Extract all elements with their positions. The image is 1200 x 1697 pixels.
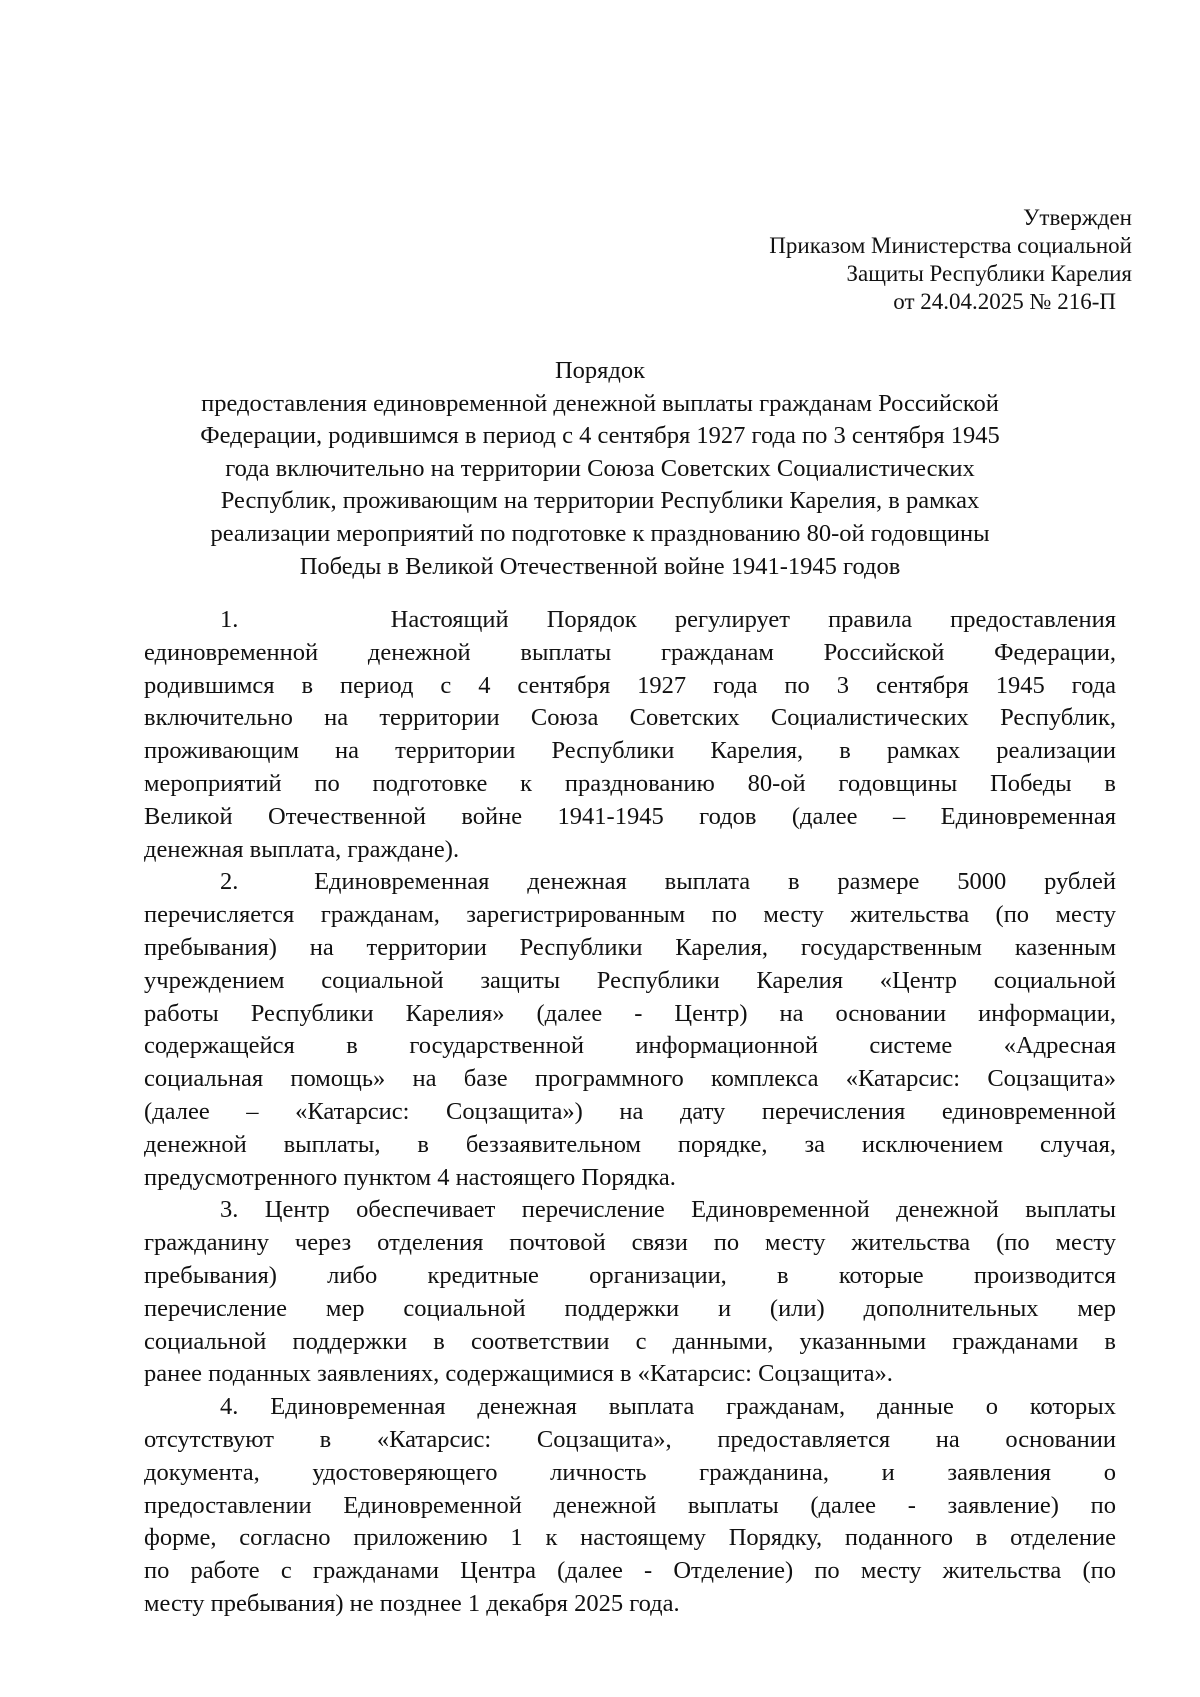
paragraph-2-line: предусмотренного пунктом 4 настоящего Порядка.: [144, 1163, 676, 1191]
title-line: предоставления единовременной денежной выплаты гражданам Российской: [201, 389, 999, 417]
approval-line-approved: Утвержден: [1023, 205, 1132, 230]
title-line: Федерации, родившимся в период с 4 сентября 1927 года по 3 сентября 1945: [200, 422, 1000, 450]
paragraph-1-line: родившимся в период с 4 сентября 1927 года по 3 сентября 1945 года: [144, 671, 1116, 699]
paragraph-1-line: проживающим на территории Республики Карелия, в рамках реализации: [144, 737, 1116, 765]
paragraph-2-line: содержащейся в государственной информационной системе «Адресная: [144, 1032, 1116, 1060]
paragraph-3-line: социальной поддержки в соответствии с данными, указанными гражданами в: [144, 1327, 1116, 1355]
approval-line-date-number: от 24.04.2025 № 216-П: [893, 289, 1116, 314]
paragraph-1-line: денежная выплата, граждане).: [144, 835, 460, 863]
paragraph-4-line: по работе с гражданами Центра (далее - Отделение) по месту жительства (по: [144, 1557, 1116, 1585]
paragraph-1-line: мероприятий по подготовке к празднованию 80-ой годовщины Победы в: [144, 769, 1116, 797]
paragraph-4-line: документа, удостоверяющего личность гражданина, и заявления о: [144, 1458, 1116, 1486]
paragraph-4-line: месту пребывания) не позднее 1 декабря 2025 года.: [144, 1589, 680, 1617]
paragraph-3-line: пребывания) либо кредитные организации, в которые производится: [144, 1261, 1116, 1289]
paragraph-2-line: (далее – «Катарсис: Соцзащита») на дату перечисления единовременной: [144, 1097, 1116, 1125]
paragraph-3-line: перечисление мер социальной поддержки и (или) дополнительных мер: [144, 1294, 1116, 1322]
title-line: Победы в Великой Отечественной войне 1941-1945 годов: [299, 552, 901, 580]
document-title: [160, 355, 1040, 583]
paragraph-1-line: единовременной денежной выплаты гражданам Российской Федерации,: [144, 638, 1116, 666]
approval-line-ministry: Защиты Республики Карелия: [846, 261, 1132, 286]
paragraph-2-line: учреждением социальной защиты Республики Карелия «Центр социальной: [144, 966, 1116, 994]
approval-line-order: Приказом Министерства социальной: [769, 233, 1132, 258]
title-line: реализации мероприятий по подготовке к празднованию 80-ой годовщины: [210, 519, 990, 547]
paragraph-4-line: 4. Единовременная денежная выплата гражданам, данные о которых: [220, 1393, 1116, 1421]
title-heading: Порядок: [554, 357, 646, 384]
paragraph-2-line: работы Республики Карелия» (далее - Центр) на основании информации,: [144, 999, 1116, 1027]
paragraph-4-line: форме, согласно приложению 1 к настоящему Порядку, поданного в отделение: [144, 1524, 1116, 1552]
paragraph-1-line: 1. Настоящий Порядок регулирует правила предоставления: [220, 606, 1116, 633]
paragraph-1-line: включительно на территории Союза Советских Социалистических Республик,: [144, 704, 1116, 732]
paragraph-2-line: пребывания) на территории Республики Карелия, государственным казенным: [144, 933, 1116, 961]
paragraph-3-line: ранее поданных заявлениях, содержащимися в «Катарсис: Соцзащита».: [144, 1360, 893, 1388]
paragraph-3-line: гражданину через отделения почтовой связи по месту жительства (по месту: [144, 1229, 1116, 1257]
paragraph-2-line: социальная помощь» на базе программного комплекса «Катарсис: Соцзащита»: [144, 1065, 1116, 1093]
paragraph-4-line: отсутствуют в «Катарсис: Соцзащита», предоставляется на основании: [144, 1425, 1116, 1453]
paragraph-2-line: перечисляется гражданам, зарегистрированным по месту жительства (по месту: [144, 901, 1116, 929]
approval-stamp-block: [700, 204, 1132, 316]
paragraph-4-line: предоставлении Единовременной денежной выплаты (далее - заявление) по: [144, 1491, 1116, 1519]
title-line: Республик, проживающим на территории Республики Карелия, в рамках: [220, 487, 980, 515]
paragraph-2-line: 2. Единовременная денежная выплата в размере 5000 рублей: [220, 868, 1116, 896]
paragraph-1-line: Великой Отечественной войне 1941-1945 годов (далее – Единовременная: [144, 802, 1116, 830]
paragraph-2-line: денежной выплаты, в беззаявительном порядке, за исключением случая,: [144, 1130, 1116, 1158]
paragraph-3-line: 3. Центр обеспечивает перечисление Единовременной денежной выплаты: [220, 1196, 1116, 1224]
document-body: [144, 604, 1116, 1621]
title-line: года включительно на территории Союза Советских Социалистических: [225, 454, 975, 482]
